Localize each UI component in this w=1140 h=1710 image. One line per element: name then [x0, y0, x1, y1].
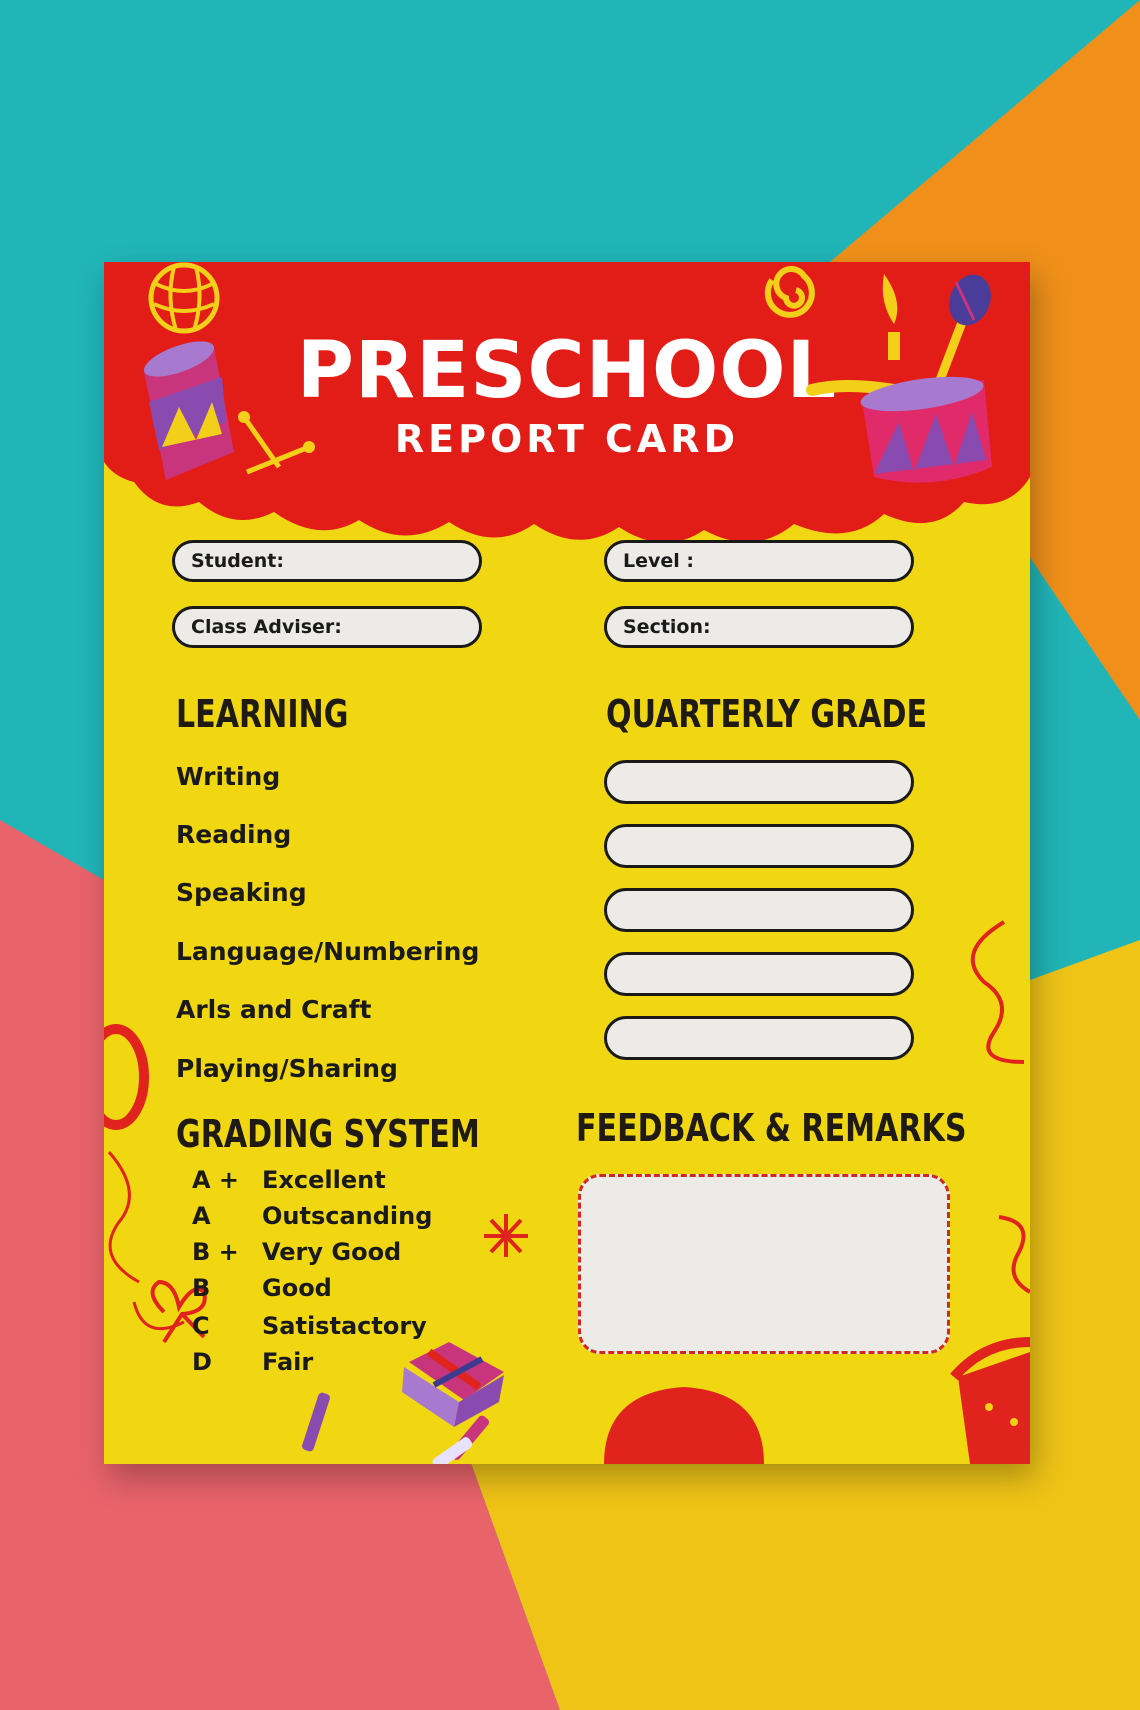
grade-input-arts-and-craft[interactable]	[604, 1016, 914, 1060]
page-title: PRESCHOOL	[296, 326, 838, 416]
grade-description: Very Good	[262, 1238, 402, 1266]
grade-letter: B +	[192, 1238, 239, 1266]
grade-description: Outscanding	[262, 1202, 433, 1230]
subject-arts-and-craft: Arls and Craft	[176, 995, 372, 1024]
feedback-remarks-box[interactable]	[578, 1174, 950, 1354]
streamer-icon	[973, 922, 1030, 1292]
grading-system-heading: GRADING SYSTEM	[176, 1112, 480, 1156]
learning-heading: LEARNING	[176, 692, 349, 736]
scallop-decoration	[604, 1387, 764, 1464]
grade-input-language-numbering[interactable]	[604, 952, 914, 996]
student-field[interactable]: Student:	[172, 540, 482, 582]
grade-letter: A	[192, 1202, 211, 1230]
quarterly-grade-heading: QUARTERLY GRADE	[606, 692, 928, 736]
subject-reading: Reading	[176, 820, 292, 849]
feedback-heading: FEEDBACK & REMARKS	[576, 1106, 967, 1150]
grade-description: Fair	[262, 1348, 314, 1376]
star-icon	[484, 1214, 528, 1257]
balloon-icon	[104, 1029, 144, 1282]
subject-writing: Writing	[176, 762, 281, 791]
subject-language-numbering: Language/Numbering	[176, 937, 480, 966]
grade-input-reading[interactable]	[604, 824, 914, 868]
grade-description: Excellent	[262, 1166, 386, 1194]
page-subtitle: REPORT CARD	[394, 417, 740, 461]
gift-icon	[402, 1342, 504, 1427]
grade-input-speaking[interactable]	[604, 888, 914, 932]
subject-speaking: Speaking	[176, 878, 307, 907]
class-adviser-field[interactable]: Class Adviser:	[172, 606, 482, 648]
subject-playing-sharing: Playing/Sharing	[176, 1054, 398, 1083]
grade-input-writing[interactable]	[604, 760, 914, 804]
level-field[interactable]: Level :	[604, 540, 914, 582]
grade-letter: C	[192, 1312, 210, 1340]
grade-letter: A +	[192, 1166, 240, 1194]
cake-icon	[954, 1342, 1030, 1464]
section-field[interactable]: Section:	[604, 606, 914, 648]
grade-letter: D	[192, 1348, 212, 1376]
crayon-icon	[301, 1392, 491, 1464]
grade-letter: B	[192, 1274, 211, 1302]
grade-description: Good	[262, 1274, 332, 1302]
report-card	[104, 262, 1030, 1464]
grade-description: Satistactory	[262, 1312, 427, 1340]
